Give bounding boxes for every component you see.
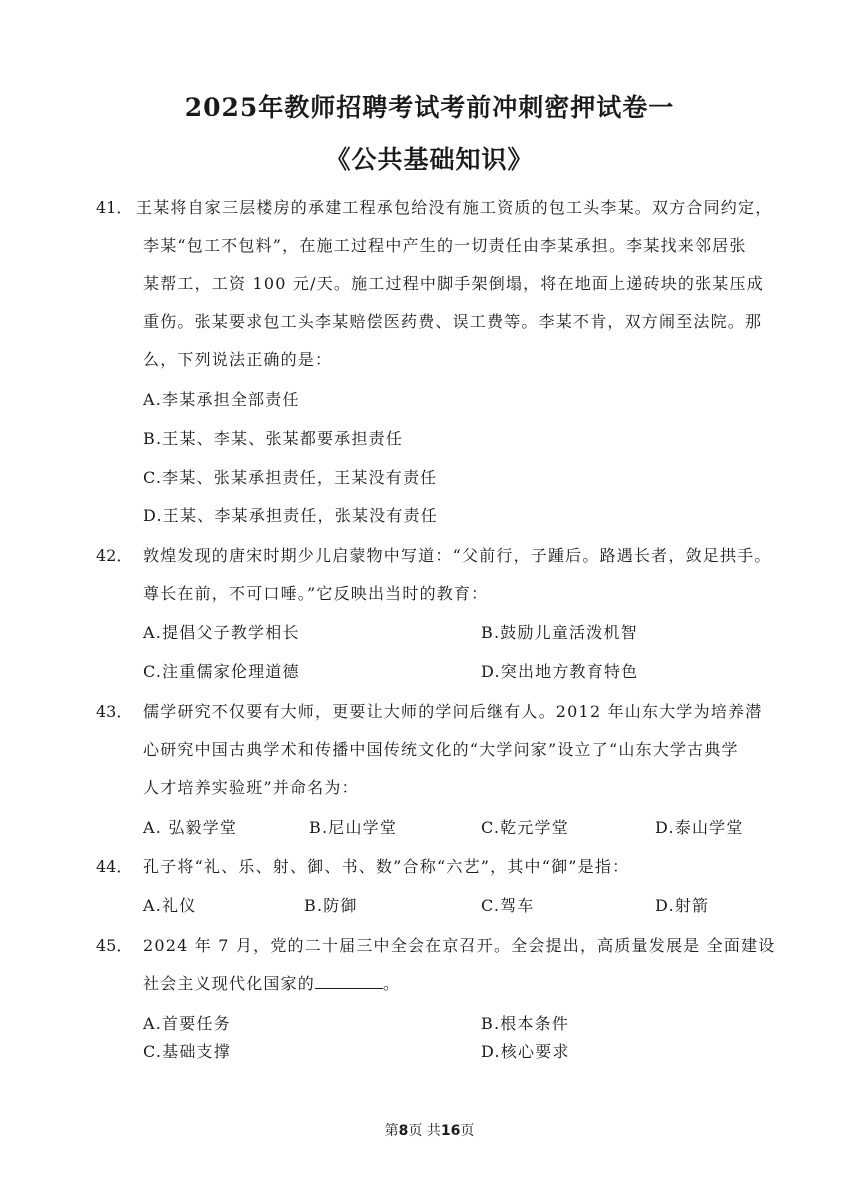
answer-option: B.防御 <box>304 896 358 915</box>
answer-option: C.乾元学堂 <box>481 818 569 837</box>
answer-option: D.泰山学堂 <box>655 818 744 837</box>
question-text-line: 重伤。张某要求包工头李某赔偿医药费、误工费等。李某不肯，双方闹至法院。那 <box>143 312 763 331</box>
footer-middle: 页 共 <box>408 1123 441 1139</box>
question-number: 44． <box>96 857 133 876</box>
question-text-fragment: 。 <box>383 974 401 993</box>
question-text-line: 么，下列说法正确的是： <box>143 350 333 369</box>
question-text-line: 孔子将“礼、乐、射、御、书、数”合称“六艺”，其中“御”是指： <box>143 857 630 876</box>
question-text-line: 2024 年 7 月，党的二十届三中全会在京召开。全会提出，高质量发展是 全面建设 <box>143 936 776 955</box>
question-number: 42． <box>96 546 133 565</box>
answer-option: A.提倡父子教学相长 <box>143 623 300 642</box>
question-text-line: 某帮工，工资 100 元/天。施工过程中脚手架倒塌，将在地面上递砖块的张某压成 <box>143 274 764 293</box>
question-text-line-with-blank <box>143 973 400 995</box>
answer-option: D.王某、李某承担责任，张某没有责任 <box>143 506 438 525</box>
question-number: 41． <box>96 198 133 217</box>
question-text-line: 人才培养实验班”并命名为： <box>143 778 359 797</box>
answer-option: C.注重儒家伦理道德 <box>143 662 300 681</box>
question-number: 43． <box>96 702 133 721</box>
footer-suffix: 页 <box>460 1123 475 1139</box>
answer-option: C.李某、张某承担责任，王某没有责任 <box>143 468 438 487</box>
answer-option: A. 弘毅学堂 <box>143 818 238 837</box>
answer-option: A.首要任务 <box>143 1014 231 1033</box>
page-footer <box>0 1120 859 1140</box>
fill-in-blank <box>315 974 383 989</box>
question-number: 45． <box>96 936 133 955</box>
answer-option: B.鼓励儿童活泼机智 <box>481 623 638 642</box>
question-text-fragment: 社会主义现代化国家的 <box>143 974 316 993</box>
footer-total-pages: 16 <box>440 1123 461 1139</box>
question-text-line: 敦煌发现的唐宋时期少儿启蒙物中写道：“父前行，子踵后。路遇长者，敛足拱手。 <box>143 546 772 565</box>
page-subtitle: 《公共基础知识》 <box>325 145 534 174</box>
answer-option: D.突出地方教育特色 <box>481 662 639 681</box>
answer-option: A.礼仪 <box>143 896 197 915</box>
footer-prefix: 第 <box>384 1123 399 1139</box>
page-title: 2025年教师招聘考试考前冲刺密押试卷一 <box>184 93 675 122</box>
answer-option: A.李某承担全部责任 <box>143 390 300 409</box>
answer-option: C.驾车 <box>481 896 535 915</box>
answer-option: D.射箭 <box>655 896 710 915</box>
question-text-line: 尊长在前，不可口唾。”它反映出当时的教育： <box>143 584 489 603</box>
answer-option: B.王某、李某、张某都要承担责任 <box>143 429 404 448</box>
footer-page-number: 8 <box>398 1123 409 1139</box>
answer-option: B.尼山学堂 <box>309 818 398 837</box>
question-text-line: 王某将自家三层楼房的承建工程承包给没有施工资质的包工头李某。双方合同约定， <box>136 198 773 217</box>
answer-option: C.基础支撑 <box>143 1042 231 1061</box>
question-text-line: 李某“包工不包料”，在施工过程中产生的一切责任由李某承担。李某找来邻居张 <box>143 236 747 255</box>
question-text-line: 儒学研究不仅要有大师，更要让大师的学问后继有人。2012 年山东大学为培养潜 <box>143 702 763 721</box>
question-text-line: 心研究中国古典学术和传播中国传统文化的“大学问家”设立了“山东大学古典学 <box>143 740 739 759</box>
answer-option: B.根本条件 <box>481 1014 570 1033</box>
answer-option: D.核心要求 <box>481 1042 570 1061</box>
